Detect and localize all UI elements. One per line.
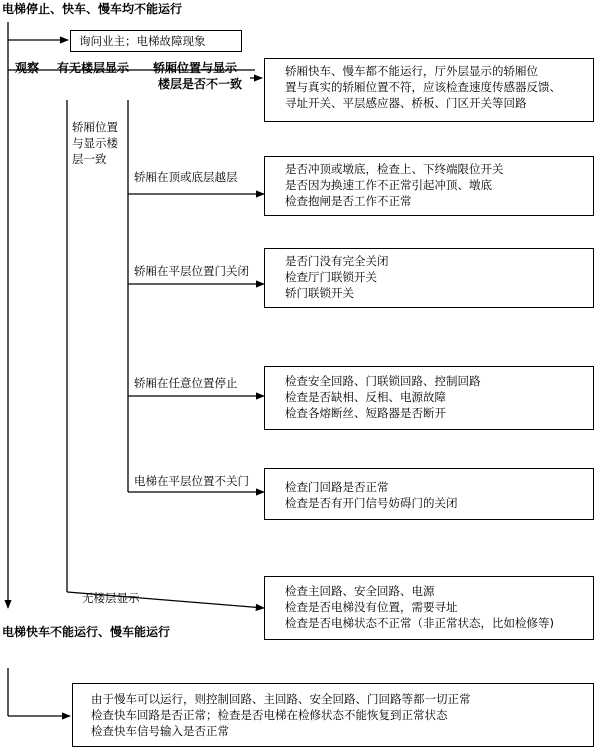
branch-box xyxy=(264,468,594,520)
slow-box xyxy=(72,683,594,747)
branch-box-line: 轿门联锁开关 xyxy=(285,286,354,300)
branch-box-line: 是否冲顶或墩底，检查上、下终端限位开关 xyxy=(285,162,504,176)
branch-box-line: 是否门没有完全关闭 xyxy=(285,254,389,268)
no-display-line: 检查是否电梯状态不正常（非正常状态，比如检修等) xyxy=(285,616,554,630)
mismatch-line: 置与真实的轿厢位置不符，应该检查速度传感器反馈、 xyxy=(285,80,561,94)
label-car-pos-mismatch-2: 楼层是否不一致 xyxy=(158,77,243,91)
branch-box-line: 检查抱闸是否工作不正常 xyxy=(285,194,412,208)
label-car-pos-match-2: 与显示楼 xyxy=(72,136,118,150)
label-slow-only: 电梯快车不能运行、慢车能运行 xyxy=(2,625,171,639)
label-no-floor-display: 无楼层显示 xyxy=(82,591,140,605)
branch-box-line: 检查厅门联锁开关 xyxy=(285,270,377,284)
branch-label: 轿厢在平层位置门关闭 xyxy=(134,264,249,278)
label-car-pos-match-3: 层一致 xyxy=(72,152,107,166)
no-display-box xyxy=(264,576,594,640)
branch-box-line: 是否因为换速工作不正常引起冲顶、墩底 xyxy=(285,178,492,192)
label-observe: 观察 xyxy=(15,61,40,75)
inquiry-box xyxy=(70,30,242,52)
branch-box-line: 检查门回路是否正常 xyxy=(285,480,389,494)
branch-label: 轿厢在顶或底层越层 xyxy=(134,170,238,184)
branch-box xyxy=(264,156,594,216)
branch-box-line: 检查安全回路、门联锁回路、控制回路 xyxy=(285,374,481,388)
branch-box xyxy=(264,248,594,308)
no-display-line: 检查是否电梯没有位置，需要寻址 xyxy=(285,600,458,614)
slow-box-line: 检查快车回路是否正常；检查是否电梯在检修状态不能恢复到正常状态 xyxy=(91,708,448,722)
label-car-pos-match-1: 轿厢位置 xyxy=(72,120,118,134)
mismatch-line: 寻址开关、平层感应器、桥板、门区开关等回路 xyxy=(285,96,527,110)
mismatch-box xyxy=(264,58,594,122)
label-car-pos-mismatch-1: 轿厢位置与显示 xyxy=(153,61,238,75)
branch-box-line: 检查各熔断丝、短路器是否断开 xyxy=(285,406,446,420)
branch-label: 轿厢在任意位置停止 xyxy=(134,376,238,390)
label-has-floor-display: 有无楼层显示 xyxy=(57,61,130,75)
no-display-line: 检查主回路、安全回路、电源 xyxy=(285,584,435,598)
inquiry-box-text: 询问业主；电梯故障现象 xyxy=(79,34,206,48)
branch-box xyxy=(264,366,594,430)
chart-title: 电梯停止、快车、慢车均不能运行 xyxy=(2,2,183,16)
branch-box-line: 检查是否缺相、反相、电源故障 xyxy=(285,390,446,404)
slow-box-line: 由于慢车可以运行，则控制回路、主回路、安全回路、门回路等都一切正常 xyxy=(91,692,471,706)
mismatch-line: 轿厢快车、慢车都不能运行，厅外层显示的轿厢位 xyxy=(285,64,538,78)
slow-box-line: 检查快车信号输入是否正常 xyxy=(91,724,229,738)
branch-label: 电梯在平层位置不关门 xyxy=(134,474,249,488)
branch-box-line: 检查是否有开门信号妨碍门的关闭 xyxy=(285,496,458,510)
